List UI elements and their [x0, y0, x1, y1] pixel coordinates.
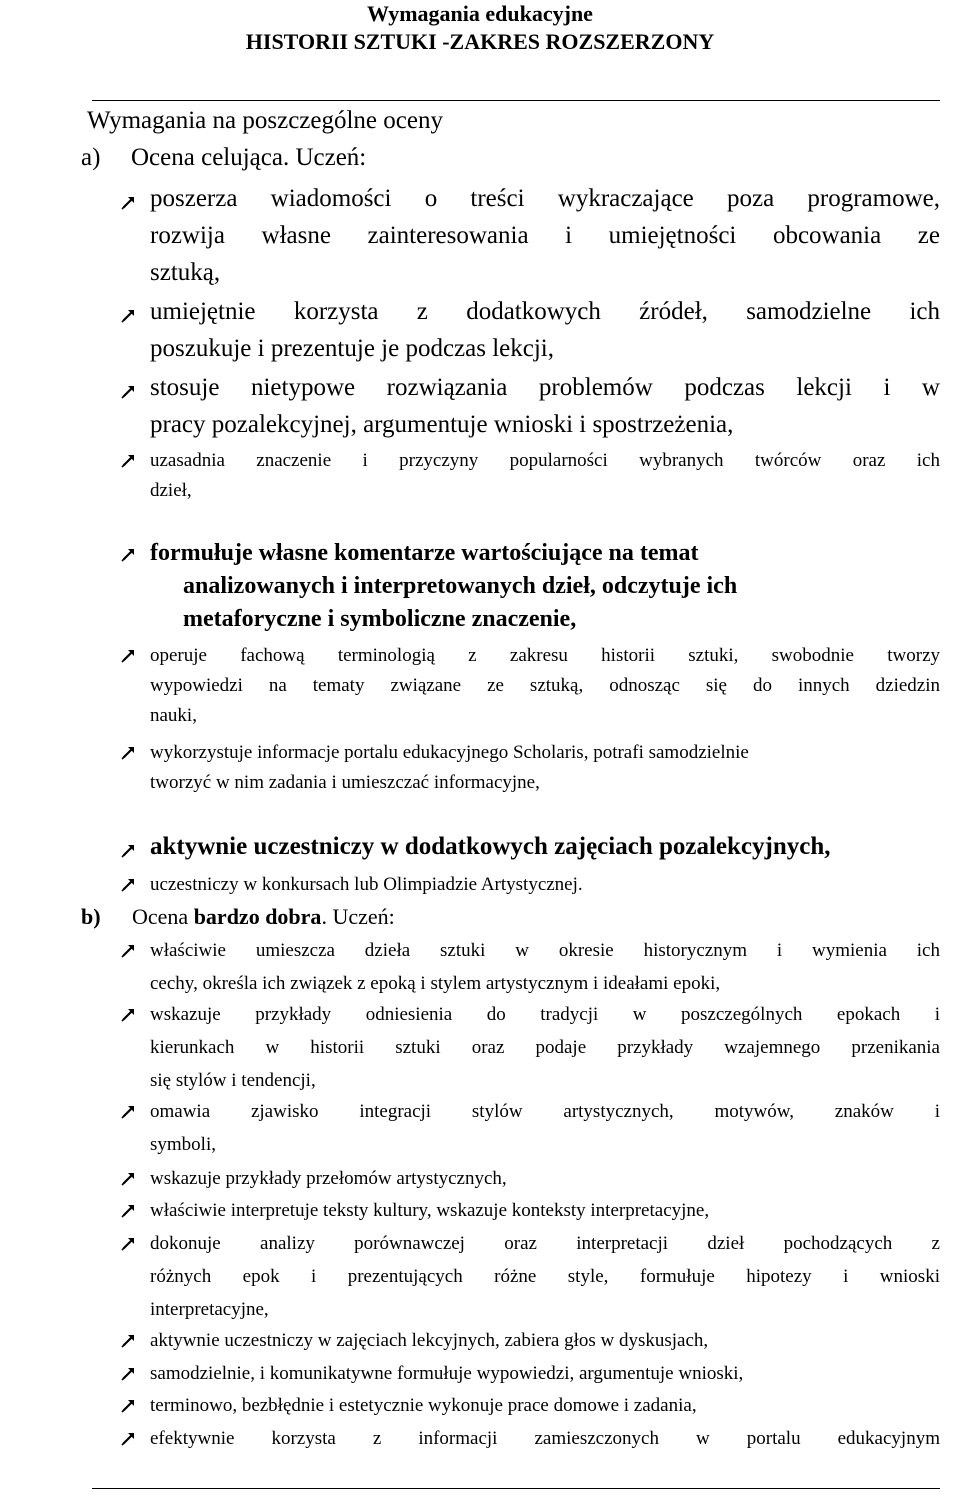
header-divider	[92, 100, 940, 101]
list-item	[150, 1324, 940, 1357]
footer-divider	[92, 1488, 940, 1489]
list-item-line: interpretacyjne,	[150, 1299, 269, 1320]
arrow-bullet-icon	[120, 1165, 138, 1183]
list-item	[150, 738, 940, 798]
list-item-line: operuje fachową terminologią z zakresu historii sztuki, swobodnie tworzy	[150, 645, 940, 666]
list-item-line: wypowiedzi na tematy związane ze sztuką, odnosząc się do innych dziedzin	[150, 675, 940, 696]
list-item-line: efektywnie korzysta z informacji zamieszczonych w portalu edukacyjnym	[150, 1428, 940, 1449]
section-b-letter: b)	[81, 904, 101, 929]
list-item-line: uzasadnia znaczenie i przyczyny popularności wybranych twórców oraz ich	[150, 450, 940, 471]
list-item-line: umiejętnie korzysta z dodatkowych źródeł, samodzielne ich	[150, 298, 940, 325]
list-item	[150, 293, 940, 367]
list-item-line: cechy, określa ich związek z epoką i stylem artystycznym i ideałami epoki,	[150, 973, 721, 994]
list-item	[150, 998, 940, 1097]
arrow-bullet-icon	[120, 1001, 138, 1019]
list-item	[150, 1227, 940, 1326]
list-item-line: formułuje własne komentarze wartościujące na temat	[150, 540, 699, 566]
section-b-text-pre: Ocena	[132, 904, 194, 929]
list-item-line: wskazuje przykłady przełomów artystycznych,	[150, 1168, 507, 1189]
list-item-line: kierunkach w historii sztuki oraz podaje przykłady wzajemnego przenikania	[150, 1037, 940, 1058]
arrow-bullet-icon	[120, 1098, 138, 1116]
arrow-bullet-icon	[120, 449, 138, 467]
list-item-line: się stylów i tendencji,	[150, 1070, 316, 1091]
arrow-bullet-icon	[120, 185, 138, 203]
section-a-letter: a)	[81, 144, 101, 171]
header-subtitle: HISTORII SZTUKI -ZAKRES ROZSZERZONY	[245, 29, 715, 54]
list-item	[150, 1095, 940, 1161]
list-item-line: metaforyczne i symboliczne znaczenie,	[183, 606, 577, 632]
list-item-line: rozwija własne zainteresowania i umiejętności obcowania ze	[150, 222, 940, 249]
arrow-bullet-icon	[120, 298, 138, 316]
section-b-text-bold: bardzo dobra	[193, 904, 322, 929]
list-item	[150, 446, 940, 506]
arrow-bullet-icon	[120, 873, 138, 891]
section-title: Wymagania na poszczególne oceny	[87, 107, 443, 134]
section-b-text-post: . Uczeń:	[321, 904, 395, 929]
arrow-bullet-icon	[120, 1392, 138, 1410]
list-item-line: analizowanych i interpretowanych dzieł, odczytuje ich	[183, 573, 738, 599]
list-item	[150, 641, 940, 731]
arrow-bullet-icon	[120, 937, 138, 955]
section-a-label	[81, 143, 366, 173]
arrow-bullet-icon	[120, 1197, 138, 1215]
arrow-bullet-icon	[120, 1327, 138, 1345]
list-item-line: tworzyć w nim zadania i umieszczać informacyjne,	[150, 772, 540, 793]
list-item-line: poszerza wiadomości o treści wykraczające poza programowe,	[150, 185, 940, 212]
list-item-line: wskazuje przykłady odniesienia do tradycji w poszczególnych epokach i	[150, 1004, 940, 1025]
arrow-bullet-icon	[120, 1360, 138, 1378]
list-item	[150, 180, 940, 291]
list-item-line: dzieł,	[150, 480, 192, 501]
list-item-line: pracy pozalekcyjnej, argumentuje wnioski i spostrzeżenia,	[150, 411, 734, 438]
header-title: Wymagania edukacyjne	[367, 1, 593, 26]
list-item	[150, 369, 940, 443]
arrow-bullet-icon	[120, 741, 138, 759]
arrow-bullet-icon	[120, 644, 138, 662]
list-item-line: właściwie interpretuje teksty kultury, wskazuje konteksty interpretacyjne,	[150, 1200, 710, 1221]
section-a-text: Ocena celująca. Uczeń:	[131, 144, 367, 171]
arrow-bullet-icon	[120, 540, 138, 558]
list-item	[150, 1422, 940, 1455]
arrow-bullet-icon	[120, 1230, 138, 1248]
list-item	[150, 1357, 940, 1390]
list-item-line: dokonuje analizy porównawczej oraz interpretacji dzieł pochodzących z	[150, 1233, 940, 1254]
arrow-bullet-icon	[120, 1425, 138, 1443]
list-item-line: aktywnie uczestniczy w zajęciach lekcyjnych, zabiera głos w dyskusjach,	[150, 1330, 709, 1351]
list-item-line: wykorzystuje informacje portalu edukacyjnego Scholaris, potrafi samodzielnie	[150, 742, 749, 763]
list-item	[150, 1389, 940, 1422]
list-item-line: różnych epok i prezentujących różne style, formułuje hipotezy i wnioski	[150, 1266, 940, 1287]
list-item	[150, 934, 940, 1000]
arrow-bullet-icon	[120, 833, 138, 851]
list-item	[150, 537, 940, 636]
list-item-line: omawia zjawisko integracji stylów artystycznych, motywów, znaków i	[150, 1101, 940, 1122]
list-item	[150, 870, 940, 900]
list-item-line: uczestniczy w konkursach lub Olimpiadzie Artystycznej.	[150, 874, 583, 895]
list-item-line: aktywnie uczestniczy w dodatkowych zajęciach pozalekcyjnych,	[150, 833, 831, 860]
list-item-line: terminowo, bezbłędnie i estetycznie wykonuje prace domowe i zadania,	[150, 1395, 697, 1416]
list-item	[150, 1194, 940, 1227]
section-b-label	[81, 902, 395, 932]
list-item-line: właściwie umieszcza dzieła sztuki w okresie historycznym i wymienia ich	[150, 940, 940, 961]
list-item-line: samodzielnie, i komunikatywne formułuje wypowiedzi, argumentuje wnioski,	[150, 1363, 744, 1384]
arrow-bullet-icon	[120, 374, 138, 392]
list-item-line: nauki,	[150, 705, 197, 726]
list-item-line: symboli,	[150, 1134, 216, 1155]
list-item-line: poszukuje i prezentuje je podczas lekcji,	[150, 335, 555, 362]
document-header	[0, 0, 960, 56]
list-item	[150, 1162, 940, 1195]
list-item-line: sztuką,	[150, 259, 221, 286]
list-item	[150, 828, 940, 865]
list-item-line: stosuje nietypowe rozwiązania problemów podczas lekcji i w	[150, 374, 940, 401]
